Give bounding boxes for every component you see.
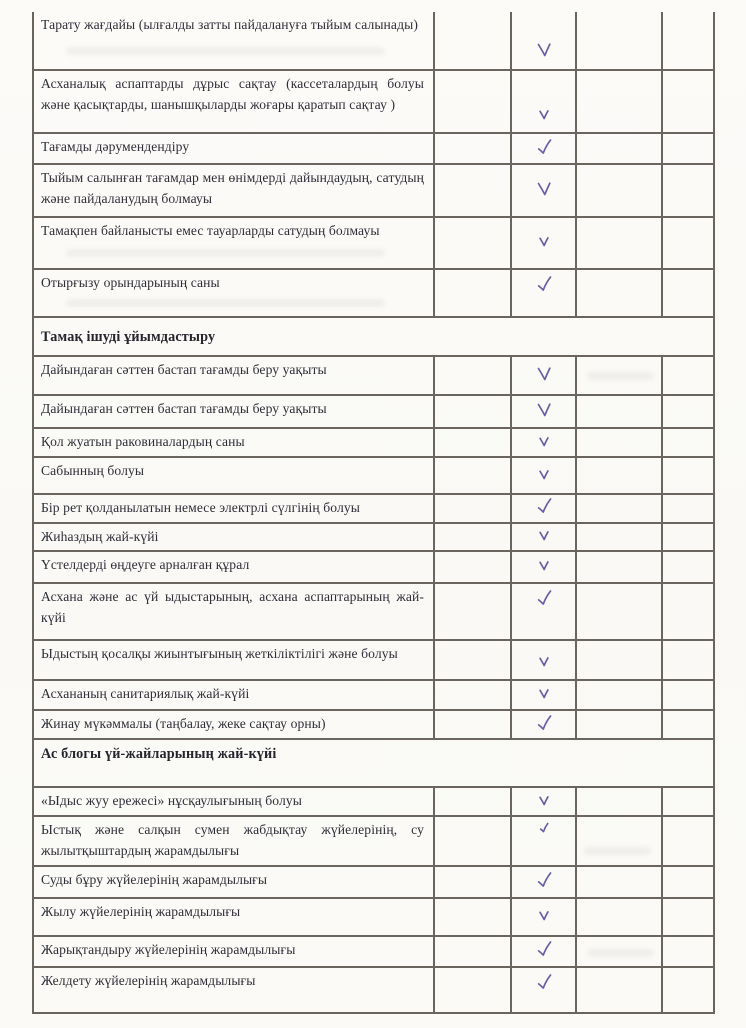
checkmark-cell — [511, 269, 576, 317]
section-header-text: Ас блогы үй-жайларының жай-күйі — [41, 746, 277, 763]
criterion-text: Отырғызу орындарының саны — [41, 275, 220, 290]
checkmark-cell — [511, 217, 576, 269]
criterion-text: Жиһаздың жай-күйі — [41, 528, 159, 544]
value-cell-3 — [576, 967, 662, 1013]
value-cell-1 — [434, 523, 511, 552]
checkmark-cell — [511, 428, 576, 457]
checkmark-icon — [537, 559, 550, 571]
checkmark-cell — [511, 710, 576, 739]
value-cell-4 — [662, 640, 714, 680]
section-header-cell — [33, 317, 714, 356]
checkmark-icon — [534, 713, 553, 731]
criterion-text: Суды бұру жүйелерінің жарамдылығы — [41, 871, 268, 887]
value-cell-3 — [576, 787, 662, 816]
criterion-cell — [33, 866, 434, 898]
value-cell-1 — [434, 866, 511, 898]
table-row — [33, 936, 714, 967]
value-cell-1 — [434, 217, 511, 269]
checkmark-icon — [537, 655, 550, 667]
checkmark-cell — [511, 936, 576, 967]
table-row — [33, 967, 714, 1013]
table-row — [33, 787, 714, 816]
checkmark-icon — [534, 274, 553, 292]
criterion-cell — [33, 356, 434, 395]
value-cell-3 — [576, 217, 662, 269]
value-cell-1 — [434, 133, 511, 164]
criterion-text: Ыстық және салқын сумен жабдықтау жүйелерінің, су жылытқыштардың жарамдылығы — [41, 821, 424, 858]
criterion-cell — [33, 70, 434, 133]
criterion-text: Тарату жағдайы (ылғалды затты пайдалануға тыйым салынады) — [41, 17, 418, 32]
section-header-cell — [33, 739, 714, 787]
value-cell-4 — [662, 936, 714, 967]
criterion-cell — [33, 967, 434, 1013]
criterion-text: Дайындаған сәттен бастап тағамды беру уақыты — [41, 362, 327, 377]
table-row — [33, 70, 714, 133]
criterion-cell — [33, 12, 434, 70]
criterion-cell — [33, 269, 434, 317]
criterion-text: Асхана және ас үй ыдыстарының, асхана аспаптарының жай-күйі — [41, 589, 424, 625]
checkmark-cell — [511, 494, 576, 523]
table-row — [33, 494, 714, 523]
value-cell-1 — [434, 457, 511, 494]
criterion-text: Асхананың санитариялық жай-күйі — [41, 686, 250, 702]
value-cell-4 — [662, 217, 714, 269]
criterion-cell — [33, 217, 434, 269]
criterion-text: Ыдыстың қосалқы жиынтығының жеткіліктілігі және болуы — [41, 646, 398, 662]
checkmark-cell — [511, 164, 576, 217]
checkmark-icon — [534, 870, 553, 888]
value-cell-1 — [434, 680, 511, 710]
value-cell-3 — [576, 936, 662, 967]
value-cell-3 — [576, 551, 662, 583]
value-cell-1 — [434, 395, 511, 428]
value-cell-3 — [576, 133, 662, 164]
criterion-text: Жинау мүкәммалы (таңбалау, жеке сақтау орны) — [41, 716, 326, 732]
section-header-text: Тамақ ішуді ұйымдастыру — [41, 328, 216, 345]
checkmark-icon — [535, 365, 552, 381]
value-cell-3 — [576, 395, 662, 428]
checkmark-cell — [511, 583, 576, 640]
checkmark-cell — [511, 133, 576, 164]
checkmark-cell — [511, 551, 576, 583]
section-row — [33, 739, 714, 787]
table-row — [33, 551, 714, 583]
checkmark-icon — [537, 822, 550, 834]
value-cell-4 — [662, 457, 714, 494]
criterion-text: Жылу жүйелерінің жарамдылығы — [41, 903, 241, 919]
value-cell-1 — [434, 551, 511, 583]
value-cell-1 — [434, 70, 511, 133]
table-row — [33, 164, 714, 217]
value-cell-4 — [662, 787, 714, 816]
value-cell-4 — [662, 866, 714, 898]
checkmark-cell — [511, 866, 576, 898]
checkmark-icon — [534, 972, 553, 990]
table-row — [33, 640, 714, 680]
checkmark-icon — [537, 528, 550, 540]
criterion-text: Дайындаған сәттен бастап тағамды беру уақыты — [41, 401, 327, 416]
value-cell-3 — [576, 269, 662, 317]
criterion-text: Жарықтандыру жүйелерінің жарамдылығы — [41, 941, 296, 957]
table-row — [33, 898, 714, 936]
checkmark-cell — [511, 816, 576, 866]
checkmark-cell — [511, 898, 576, 936]
value-cell-3 — [576, 428, 662, 457]
value-cell-3 — [576, 494, 662, 523]
criterion-text: Қол жуатын раковиналардың саны — [41, 434, 245, 449]
value-cell-4 — [662, 816, 714, 866]
value-cell-1 — [434, 269, 511, 317]
table-row — [33, 680, 714, 710]
value-cell-3 — [576, 70, 662, 133]
value-cell-1 — [434, 12, 511, 70]
criterion-text: Желдету жүйелерінің жарамдылығы — [41, 972, 256, 988]
value-cell-1 — [434, 356, 511, 395]
criterion-cell — [33, 133, 434, 164]
checkmark-cell — [511, 967, 576, 1013]
checkmark-cell — [511, 640, 576, 680]
criterion-text: Тағамды дәрумендендіру — [41, 139, 190, 154]
checkmark-icon — [535, 180, 552, 196]
value-cell-1 — [434, 640, 511, 680]
checkmark-cell — [511, 356, 576, 395]
value-cell-4 — [662, 898, 714, 936]
checkmark-cell — [511, 395, 576, 428]
value-cell-4 — [662, 680, 714, 710]
criterion-cell — [33, 583, 434, 640]
criterion-cell — [33, 494, 434, 523]
criterion-text: Тамақпен байланысты емес тауарларды сатудың болмауы — [41, 223, 380, 238]
value-cell-1 — [434, 898, 511, 936]
value-cell-3 — [576, 866, 662, 898]
value-cell-3 — [576, 523, 662, 552]
criterion-cell — [33, 816, 434, 866]
value-cell-1 — [434, 164, 511, 217]
checkmark-icon — [537, 467, 550, 479]
checkmark-icon — [535, 401, 552, 417]
value-cell-4 — [662, 12, 714, 70]
table-row — [33, 356, 714, 395]
criterion-cell — [33, 551, 434, 583]
table-row — [33, 133, 714, 164]
checkmark-icon — [534, 589, 553, 607]
checklist-table-body — [33, 12, 714, 1013]
table-row — [33, 457, 714, 494]
value-cell-3 — [576, 164, 662, 217]
checkmark-icon — [537, 434, 550, 446]
criterion-cell — [33, 640, 434, 680]
checkmark-icon — [537, 687, 550, 699]
checkmark-cell — [511, 787, 576, 816]
value-cell-3 — [576, 583, 662, 640]
checkmark-cell — [511, 523, 576, 552]
value-cell-4 — [662, 494, 714, 523]
value-cell-1 — [434, 816, 511, 866]
value-cell-1 — [434, 494, 511, 523]
value-cell-1 — [434, 583, 511, 640]
table-row — [33, 523, 714, 552]
checklist-table — [32, 12, 715, 1014]
checkmark-icon — [534, 940, 553, 958]
value-cell-4 — [662, 70, 714, 133]
value-cell-4 — [662, 428, 714, 457]
table-row — [33, 395, 714, 428]
table-row — [33, 583, 714, 640]
criterion-cell — [33, 164, 434, 217]
table-row — [33, 428, 714, 457]
value-cell-3 — [576, 457, 662, 494]
criterion-text: «Ыдыс жуу ережесі» нұсқаулығының болуы — [41, 793, 302, 809]
value-cell-1 — [434, 787, 511, 816]
value-cell-1 — [434, 936, 511, 967]
criterion-cell — [33, 395, 434, 428]
criterion-cell — [33, 898, 434, 936]
criterion-text: Сабынның болуы — [41, 463, 145, 478]
criterion-cell — [33, 936, 434, 967]
table-row — [33, 710, 714, 739]
value-cell-4 — [662, 551, 714, 583]
value-cell-4 — [662, 356, 714, 395]
checkmark-icon — [534, 137, 553, 155]
criterion-cell — [33, 523, 434, 552]
value-cell-3 — [576, 680, 662, 710]
checkmark-icon — [537, 235, 550, 247]
checkmark-icon — [537, 793, 550, 805]
checkmark-icon — [535, 41, 552, 57]
criterion-cell — [33, 428, 434, 457]
checkmark-icon — [537, 909, 550, 921]
checkmark-cell — [511, 12, 576, 70]
value-cell-4 — [662, 133, 714, 164]
value-cell-3 — [576, 816, 662, 866]
value-cell-4 — [662, 395, 714, 428]
value-cell-4 — [662, 269, 714, 317]
checkmark-icon — [534, 497, 553, 515]
checkmark-cell — [511, 457, 576, 494]
value-cell-1 — [434, 428, 511, 457]
criterion-text: Асханалық аспаптарды дұрыс сақтау (кассеталардың болуы және қасықтарды, шанышқыларды жоғары қаратып сақтау ) — [41, 76, 424, 112]
value-cell-3 — [576, 12, 662, 70]
table-row — [33, 217, 714, 269]
value-cell-4 — [662, 164, 714, 217]
criterion-cell — [33, 457, 434, 494]
value-cell-4 — [662, 967, 714, 1013]
criterion-cell — [33, 710, 434, 739]
value-cell-4 — [662, 523, 714, 552]
value-cell-3 — [576, 640, 662, 680]
table-row — [33, 269, 714, 317]
value-cell-3 — [576, 898, 662, 936]
criterion-cell — [33, 787, 434, 816]
table-row — [33, 866, 714, 898]
table-row — [33, 816, 714, 866]
checkmark-cell — [511, 680, 576, 710]
value-cell-3 — [576, 710, 662, 739]
criterion-cell — [33, 680, 434, 710]
value-cell-1 — [434, 710, 511, 739]
criterion-text: Бір рет қолданылатын немесе электрлі сүлгінің болуы — [41, 500, 360, 515]
criterion-text: Үстелдерді өңдеуге арналған құрал — [41, 557, 250, 573]
table-row — [33, 12, 714, 70]
section-row — [33, 317, 714, 356]
value-cell-3 — [576, 356, 662, 395]
checkmark-cell — [511, 70, 576, 133]
criterion-text: Тыйым салынған тағамдар мен өнімдерді дайындаудың, сатудың және пайдаланудың болмауы — [41, 170, 424, 206]
value-cell-1 — [434, 967, 511, 1013]
value-cell-4 — [662, 583, 714, 640]
checkmark-icon — [537, 108, 550, 120]
value-cell-4 — [662, 710, 714, 739]
